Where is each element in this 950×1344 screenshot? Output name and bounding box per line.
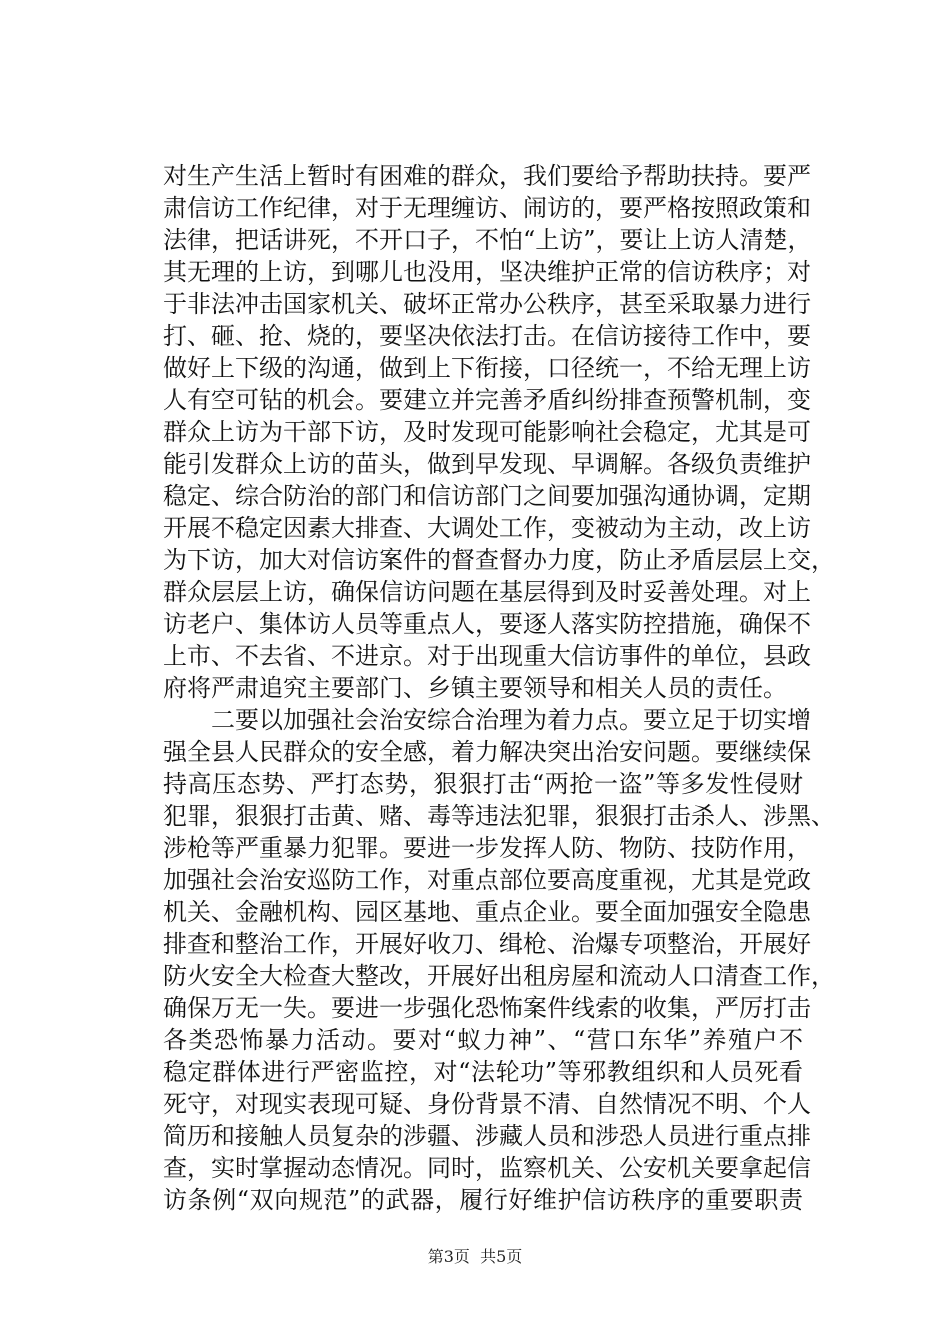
body-text xyxy=(163,160,835,1216)
text-line: 涉枪等严重暴力犯罪。要进一步发挥人防、物防、技防作用， xyxy=(163,834,811,862)
text-line: 简历和接触人员复杂的涉疆、涉藏人员和涉恐人员进行重点排 xyxy=(163,1122,811,1150)
paragraph-start-line: 二要以加强社会治安综合治理为着力点。要立足于切实增 xyxy=(211,706,811,734)
text-line: 打、砸、抢、烧的，要坚决依法打击。在信访接待工作中，要 xyxy=(163,322,811,350)
text-line: 为下访，加大对信访案件的督查督办力度，防止矛盾层层上交， xyxy=(163,546,835,574)
text-line: 查，实时掌握动态情况。同时，监察机关、公安机关要拿起信 xyxy=(163,1154,811,1182)
text-line: 访条例“双向规范”的武器，履行好维护信访秩序的重要职责 xyxy=(163,1186,803,1214)
text-line: 机关、金融机构、园区基地、重点企业。要全面加强安全隐患 xyxy=(163,898,811,926)
text-line: 群众层层上访，确保信访问题在基层得到及时妥善处理。对上 xyxy=(163,578,811,606)
text-line: 防火安全大检查大整改，开展好出租房屋和流动人口清查工作， xyxy=(163,962,835,990)
text-line: 加强社会治安巡防工作，对重点部位要高度重视，尤其是党政 xyxy=(163,866,811,894)
text-line: 其无理的上访，到哪儿也没用，坚决维护正常的信访秩序；对 xyxy=(163,258,811,286)
text-line: 开展不稳定因素大排查、大调处工作，变被动为主动，改上访 xyxy=(163,514,811,542)
text-line: 持高压态势、严打态势，狠狠打击“两抢一盗”等多发性侵财 xyxy=(163,770,803,798)
text-line: 人有空可钻的机会。要建立并完善矛盾纠纷排查预警机制，变 xyxy=(163,386,811,414)
text-line: 访老户、集体访人员等重点人，要逐人落实防控措施，确保不 xyxy=(163,610,811,638)
text-line: 能引发群众上访的苗头，做到早发现、早调解。各级负责维护 xyxy=(163,450,811,478)
text-line: 肃信访工作纪律，对于无理缠访、闹访的，要严格按照政策和 xyxy=(163,194,811,222)
text-line: 群众上访为干部下访，及时发现可能影响社会稳定，尤其是可 xyxy=(163,418,811,446)
page-footer xyxy=(0,1247,950,1267)
text-line: 法律，把话讲死，不开口子，不怕“上访”，要让上访人清楚， xyxy=(163,226,812,254)
text-line: 确保万无一失。要进一步强化恐怖案件线索的收集，严厉打击 xyxy=(163,994,811,1022)
text-line: 上市、不去省、不进京。对于出现重大信访事件的单位，县政 xyxy=(163,642,811,670)
text-line: 对生产生活上暂时有困难的群众，我们要给予帮助扶持。要严 xyxy=(163,162,811,190)
text-line: 做好上下级的沟通，做到上下衔接，口径统一，不给无理上访 xyxy=(163,354,811,382)
text-line: 死守，对现实表现可疑、身份背景不清、自然情况不明、个人 xyxy=(163,1090,811,1118)
text-line: 稳定、综合防治的部门和信访部门之间要加强沟通协调，定期 xyxy=(163,482,811,510)
page-number: 第3页 共5页 xyxy=(427,1247,523,1266)
text-line: 强全县人民群众的安全感，着力解决突出治安问题。要继续保 xyxy=(163,738,811,766)
text-line: 于非法冲击国家机关、破坏正常办公秩序，甚至采取暴力进行 xyxy=(163,290,811,318)
text-line: 犯罪，狠狠打击黄、赌、毒等违法犯罪，狠狠打击杀人、涉黑、 xyxy=(163,802,835,830)
paragraph-end-line: 府将严肃追究主要部门、乡镇主要领导和相关人员的责任。 xyxy=(163,674,787,702)
text-line: 各类恐怖暴力活动。要对“蚁力神”、“营口东华”养殖户不 xyxy=(163,1026,803,1054)
text-line: 排查和整治工作，开展好收刀、缉枪、治爆专项整治，开展好 xyxy=(163,930,811,958)
text-line: 稳定群体进行严密监控，对“法轮功”等邪教组织和人员死看 xyxy=(163,1058,803,1086)
